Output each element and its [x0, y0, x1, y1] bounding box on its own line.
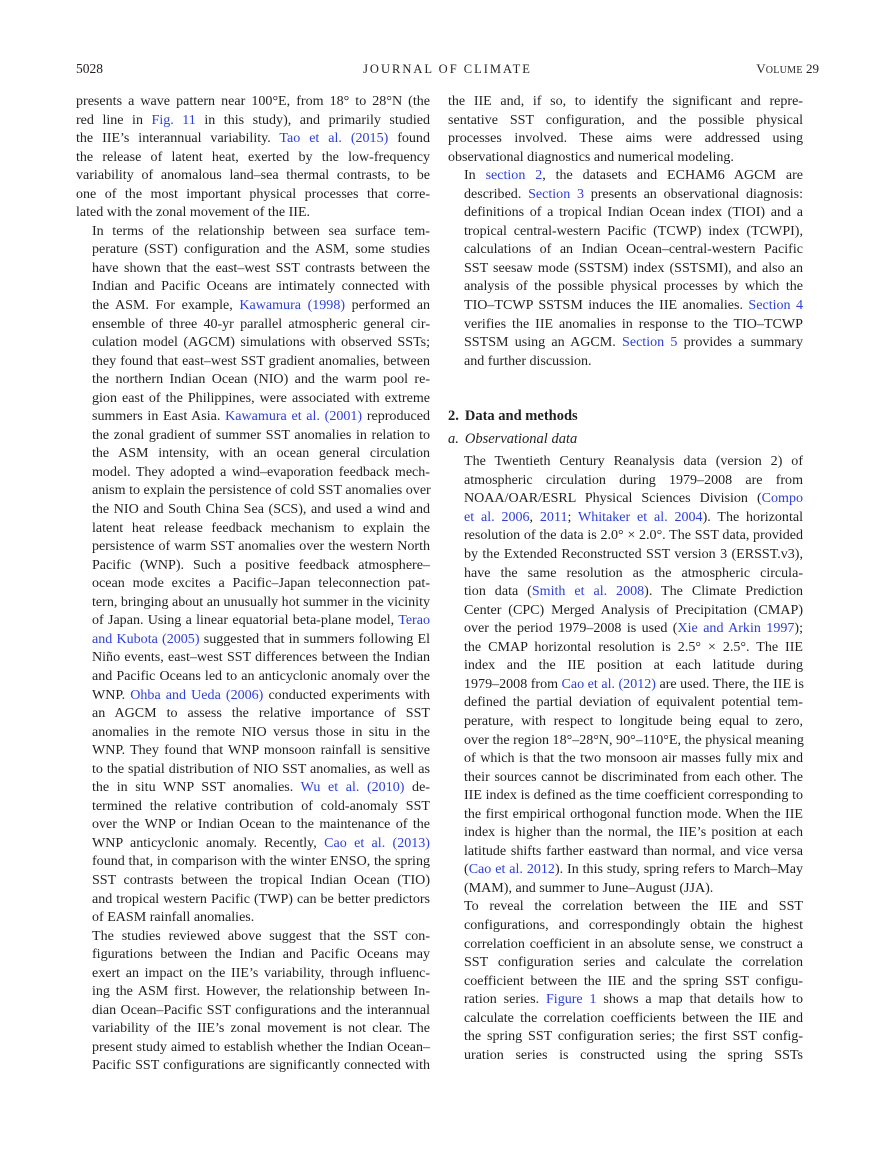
citation-link[interactable]: 2011 — [539, 508, 568, 525]
paragraph — [448, 452, 803, 897]
text-segment: , the datasets and ECHAM6 AGCM are — [542, 167, 804, 184]
text-segment: observational diagnostics and numerical modeling. — [448, 148, 734, 165]
text-segment: (MAM), and summer to June–August (JJA). — [464, 879, 714, 896]
text-line — [76, 556, 430, 575]
text-segment: SST contrasts between the tropical Indian Ocean (TIO) — [92, 871, 430, 888]
text-segment: latitude shifts farther eastward than normal, and vice versa — [464, 842, 803, 859]
text-line — [448, 601, 803, 620]
text-segment: an AGCM to assess the relative importance of SST — [92, 705, 430, 722]
text-segment: in this study), and primarily studied — [195, 111, 430, 128]
text-segment: anism to explain the persistence of cold SST anomalies over — [92, 482, 431, 499]
text-line — [76, 630, 430, 649]
citation-link[interactable]: Section 4 — [748, 297, 803, 314]
text-segment: the spring SST configuration series; the first SST config- — [464, 1028, 803, 1045]
text-segment: they found that east–west SST gradient anomalies, between — [92, 352, 430, 369]
text-segment: one of the most important physical processes that corre- — [76, 185, 430, 202]
text-line — [76, 778, 430, 797]
text-segment: are used. There, the IIE is — [655, 675, 804, 692]
citation-link[interactable]: Ohba and Ueda (2006) — [130, 686, 264, 703]
text-segment: ). In this study, spring refers to March–May — [554, 861, 803, 878]
citation-link[interactable]: Cao et al. (2013) — [324, 834, 430, 851]
text-line — [448, 935, 803, 954]
text-segment: the in situ WNP SST anomalies. — [92, 779, 301, 796]
citation-link[interactable]: Cao et al. (2012) — [561, 675, 656, 692]
text-segment: WNP. They found that WNP monsoon rainfall is sensitive — [92, 742, 430, 759]
text-segment: In — [464, 167, 486, 184]
text-segment: SST seesaw mode (SSTSM) index (SSTSMI), and also an — [464, 259, 803, 276]
text-line — [448, 916, 803, 935]
text-line — [448, 508, 803, 527]
text-segment: over the WNP or Indian Ocean to the maintenance of the — [92, 816, 430, 833]
text-line — [448, 953, 803, 972]
left-column — [76, 92, 430, 1075]
text-segment: provides a summary — [677, 334, 803, 351]
section-number: 2. — [448, 408, 459, 425]
text-segment: processes involved. These aims were addressed using — [448, 130, 803, 147]
text-segment: IIE index is defined as the time coefficient corresponding to — [464, 787, 803, 804]
text-line — [76, 389, 430, 408]
text-line — [76, 927, 430, 946]
text-line — [448, 1009, 803, 1028]
text-line — [76, 166, 430, 185]
text-segment: summers in East Asia. — [92, 408, 226, 425]
text-line — [76, 315, 430, 334]
text-line — [76, 222, 430, 241]
text-segment: the CMAP horizontal resolution is 2.5° × 2.5°. The IIE — [464, 638, 803, 655]
text-line — [448, 92, 803, 111]
text-line — [448, 564, 803, 583]
text-segment: NOAA/OAR/ESRL Physical Sciences Division ( — [464, 490, 762, 507]
citation-link[interactable]: and Kubota (2005) — [92, 630, 200, 647]
text-line — [448, 712, 803, 731]
text-line — [448, 768, 803, 787]
text-segment: Niño events, east–west SST differences between the Indian — [92, 649, 430, 666]
text-segment: conducted experiments with — [263, 686, 430, 703]
volume-number: 29 — [806, 61, 819, 76]
text-segment: found that, in comparison with the winter ENSO, the spring — [92, 853, 430, 870]
text-line — [448, 656, 803, 675]
text-segment: perature (SST) configuration and the ASM, some studies — [92, 241, 430, 258]
text-segment: to the spatial distribution of NIO SST anomalies, as well as — [92, 760, 430, 777]
right-column — [448, 92, 803, 1064]
text-line — [448, 693, 803, 712]
text-segment: Pacific SST configurations are significantly connected with — [92, 1057, 430, 1074]
text-segment: their sources cannot be discriminated from each other. The — [464, 768, 803, 785]
text-segment: resolution of the data is 2.0° × 2.0°. The SST data, provided — [464, 527, 803, 544]
subsection-number: a. — [448, 430, 459, 447]
text-line — [76, 426, 430, 445]
text-segment: and Pacific Oceans led to an anticyclonic anomaly over the — [92, 667, 430, 684]
text-segment: analysis of the possible physical processes by which the — [464, 278, 803, 295]
text-segment: tropical central-western Pacific (TCWP) index (TCWPI), — [464, 222, 803, 239]
volume-label-smallcaps: OLUME — [765, 65, 803, 76]
text-segment: definitions of a tropical Indian Ocean index (TIOI) and a — [464, 204, 803, 221]
text-segment: the northern Indian Ocean (NIO) and the warm pool re- — [92, 371, 430, 388]
text-line — [448, 452, 803, 471]
text-segment: variability of the IIE’s zonal movement is not clear. The — [92, 1020, 430, 1037]
text-line — [448, 972, 803, 991]
text-line — [76, 704, 430, 723]
paragraph — [448, 897, 803, 1064]
text-line — [76, 852, 430, 871]
text-line — [448, 675, 803, 694]
text-line — [76, 890, 430, 909]
running-header — [76, 61, 819, 81]
text-line — [448, 1027, 803, 1046]
text-line — [76, 277, 430, 296]
text-line — [448, 860, 803, 879]
text-segment: found — [388, 130, 430, 147]
citation-link[interactable]: Whitaker et al. 2004 — [577, 508, 703, 525]
citation-link[interactable]: Smith et al. 2008 — [531, 583, 645, 600]
text-line — [76, 945, 430, 964]
volume-label-initial: V — [756, 61, 766, 76]
text-segment: the zonal gradient of summer SST anomalies in relation to — [92, 426, 430, 443]
text-segment: defined the partial deviation of equivalent potential tem- — [464, 694, 803, 711]
paragraph — [76, 927, 430, 1075]
paragraph — [76, 92, 430, 222]
text-segment: termined the relative contribution of cold-anomaly SST — [92, 797, 430, 814]
text-line — [448, 129, 803, 148]
text-line — [76, 760, 430, 779]
text-line — [448, 259, 803, 278]
paragraph — [448, 166, 803, 370]
text-line — [448, 842, 803, 861]
text-segment: verifies the IIE anomalies in response to the TIO–TCWP — [464, 315, 803, 332]
text-line — [448, 545, 803, 564]
text-line — [76, 185, 430, 204]
text-line — [448, 111, 803, 130]
text-segment: over the period 1979–2008 is used ( — [464, 620, 678, 637]
text-segment: ration series. — [464, 991, 546, 1008]
text-line — [448, 471, 803, 490]
text-line — [76, 370, 430, 389]
text-line — [448, 148, 803, 167]
text-segment: SSTSM using an AGCM. — [464, 334, 623, 351]
text-line — [76, 871, 430, 890]
text-line — [76, 611, 430, 630]
text-line — [448, 185, 803, 204]
text-line — [76, 964, 430, 983]
text-segment: Indian and Pacific Oceans are intimately connected with — [92, 278, 430, 295]
text-segment: the IIE and, if so, to identify the significant and repre- — [448, 93, 803, 109]
section-title: Data and methods — [464, 408, 578, 425]
text-line — [76, 834, 430, 853]
text-segment: SST configuration series and calculate the correlation — [464, 954, 803, 971]
text-segment: presents a wave pattern near 100°E, from 18° to 28°N (the — [76, 93, 430, 109]
text-segment: by the Extended Reconstructed SST version 3 (ERSST.v3), — [464, 546, 803, 563]
text-segment: gion east of the Philippines, were associated with extreme — [92, 389, 430, 406]
text-segment: coefficient between the IIE and the spring SST configu- — [464, 972, 803, 989]
text-segment: figurations between the Indian and Pacific Oceans may — [92, 946, 430, 963]
text-segment: calculate the correlation coefficients between the IIE and — [464, 1009, 803, 1026]
text-line — [76, 129, 430, 148]
text-segment: calculations of an Indian Ocean–central-western Pacific — [464, 241, 803, 258]
text-line — [76, 352, 430, 371]
text-segment: red line in — [76, 111, 152, 128]
text-line — [76, 686, 430, 705]
text-line — [448, 619, 803, 638]
text-segment: latent heat release feedback mechanism to explain the — [92, 519, 430, 536]
citation-link[interactable]: Terao — [398, 612, 430, 629]
text-segment: persistence of warm SST anomalies over the western North — [92, 538, 430, 555]
text-line — [76, 444, 430, 463]
text-line — [76, 407, 430, 426]
text-line — [76, 92, 430, 111]
page-number: 5028 — [76, 61, 103, 76]
citation-link[interactable]: Xie and Arkin 1997 — [677, 620, 795, 637]
text-segment: index is higher than the normal, the IIE’s position at each — [464, 824, 803, 841]
text-segment: 1979–2008 from — [464, 675, 562, 692]
citation-link[interactable]: et al. 2006 — [464, 508, 530, 525]
text-segment: ( — [464, 861, 469, 878]
text-line — [448, 277, 803, 296]
text-segment: Center (CPC) Merged Analysis of Precipitation (CMAP) — [464, 601, 803, 618]
text-line — [76, 111, 430, 130]
text-segment: perature, with respect to longitude being equal to zero, — [464, 712, 803, 729]
text-segment: over the region 18°–28°N, 90°–110°E, the physical meaning — [464, 731, 804, 748]
section-heading — [448, 407, 803, 426]
text-segment: To reveal the correlation between the IIE and SST — [464, 898, 803, 915]
text-segment: the IIE’s interannual variability. — [76, 130, 280, 147]
volume-label — [756, 61, 819, 77]
text-line — [448, 203, 803, 222]
text-segment: of Japan. Using a linear equatorial beta-plane model, — [92, 612, 399, 629]
text-line — [76, 1056, 430, 1075]
text-line — [76, 797, 430, 816]
text-segment: WNP. — [92, 686, 131, 703]
citation-link[interactable]: Kawamura et al. (2001) — [225, 408, 363, 425]
text-segment: ocean mode excites a Pacific–Japan teleconnection pat- — [92, 575, 430, 592]
text-segment: have the same resolution as the atmospheric circula- — [464, 564, 803, 581]
text-line — [76, 240, 430, 259]
text-line — [76, 148, 430, 167]
text-segment: ); — [794, 620, 803, 637]
text-segment: culation model (AGCM) simulations with observed SSTs; — [92, 334, 430, 351]
text-segment: tion data ( — [464, 583, 532, 600]
text-segment: dian Ocean–Pacific SST configurations and the interannual — [92, 1001, 430, 1018]
text-segment: ). The Climate Prediction — [644, 583, 804, 600]
text-line — [76, 574, 430, 593]
text-line — [76, 1019, 430, 1038]
text-line — [448, 166, 803, 185]
citation-link[interactable]: Section 3 — [528, 185, 585, 202]
text-segment: present study aimed to establish whether the Indian Ocean– — [92, 1038, 430, 1055]
text-segment: exert an impact on the IIE’s variability, through influenc- — [92, 964, 430, 981]
text-segment: de- — [404, 779, 430, 796]
text-line — [448, 823, 803, 842]
citation-link[interactable]: Tao et al. (2015) — [279, 130, 389, 147]
text-line — [448, 879, 803, 898]
subsection-title: Observational data — [464, 430, 578, 447]
text-line — [76, 982, 430, 1001]
text-segment: described. — [464, 185, 529, 202]
text-line — [76, 500, 430, 519]
text-line — [76, 741, 430, 760]
text-line — [448, 786, 803, 805]
text-segment: WNP anticyclonic anomaly. Recently, — [92, 834, 325, 851]
citation-link[interactable]: Wu et al. (2010) — [300, 779, 405, 796]
text-segment: ing the ASM first. However, the relationship between In- — [92, 983, 430, 1000]
text-segment: of which is that the two monsoon air masses fully mix and — [464, 750, 803, 767]
citation-link[interactable]: Kawamura (1998) — [239, 297, 346, 314]
text-segment: ensemble of three 40-yr parallel atmospheric general cir- — [92, 315, 430, 332]
text-segment: have shown that the east–west SST contrasts between the — [92, 259, 430, 276]
text-segment: performed an — [345, 297, 430, 314]
citation-link[interactable]: Figure 1 — [545, 991, 597, 1008]
text-segment: of EASM rainfall anomalies. — [92, 909, 255, 926]
text-segment: the first empirical orthogonal function mode. When the IIE — [464, 805, 803, 822]
text-segment: the ASM. For example, — [92, 297, 240, 314]
text-line — [76, 1038, 430, 1057]
text-line — [76, 815, 430, 834]
text-line — [76, 648, 430, 667]
text-line — [76, 519, 430, 538]
text-line — [448, 1046, 803, 1065]
text-segment: ). The horizontal — [702, 508, 803, 525]
text-segment: suggested that in summers following El — [199, 630, 430, 647]
text-segment: configurations, and correspondingly obtain the highest — [464, 916, 803, 933]
text-line — [448, 222, 803, 241]
text-line — [448, 526, 803, 545]
paragraph — [76, 222, 430, 927]
text-line — [448, 731, 803, 750]
text-line — [76, 481, 430, 500]
text-segment: shows a map that details how to — [596, 991, 803, 1008]
text-segment: variability of anomalous land–sea thermal contrasts, to be — [76, 167, 430, 184]
text-line — [448, 489, 803, 508]
text-segment: The studies reviewed above suggest that the SST con- — [92, 927, 430, 944]
text-segment: reproduced — [362, 408, 430, 425]
text-segment: anomalies in the remote NIO versus those in situ in the — [92, 723, 430, 740]
text-line — [448, 990, 803, 1009]
text-line — [76, 667, 430, 686]
text-segment: the NIO and South China Sea (SCS), and used a wind and — [92, 501, 430, 518]
text-segment: tern, bringing about an unusually hot summer in the vicinity — [92, 593, 430, 610]
citation-link[interactable]: Fig. 11 — [151, 111, 196, 128]
text-line — [76, 723, 430, 742]
text-line — [76, 296, 430, 315]
citation-link[interactable]: Cao et al. 2012 — [468, 861, 555, 878]
text-line — [76, 593, 430, 612]
citation-link[interactable]: Compo — [761, 490, 803, 507]
text-line — [448, 897, 803, 916]
text-segment: TIO–TCWP SSTSM induces the IIE anomalies. — [464, 297, 749, 314]
text-line — [448, 805, 803, 824]
text-segment: correlation coefficient in an absolute sense, we construct a — [464, 935, 803, 952]
text-segment: The Twentieth Century Reanalysis data (version 2) of — [464, 453, 803, 470]
text-line — [76, 908, 430, 927]
text-segment: atmospheric circulation during 1979–2008 are from — [464, 471, 803, 488]
paragraph — [448, 92, 803, 166]
text-segment: sentative SST configuration, and the possible physical — [448, 111, 803, 128]
text-line — [448, 582, 803, 601]
text-line — [448, 333, 803, 352]
text-line — [448, 749, 803, 768]
text-segment: presents an observational diagnosis: — [584, 185, 803, 202]
text-line — [448, 315, 803, 334]
text-line — [76, 537, 430, 556]
text-segment: ; — [567, 508, 578, 525]
text-line — [76, 333, 430, 352]
text-segment: the release of latent heat, exerted by the low-frequency — [76, 148, 430, 165]
text-segment: uration series is constructed using the spring SSTs — [464, 1046, 803, 1063]
text-line — [76, 259, 430, 278]
text-line — [448, 638, 803, 657]
text-line — [76, 203, 430, 222]
text-segment: the ASM intensity, with an ocean general circulation — [92, 445, 430, 462]
text-line — [448, 296, 803, 315]
text-segment: index and the IIE position at each latitude during — [464, 657, 803, 674]
text-segment: Pacific (WNP). Such a positive feedback atmosphere– — [92, 556, 430, 573]
text-segment: , — [529, 508, 540, 525]
text-line — [76, 1001, 430, 1020]
text-segment: lated with the zonal movement of the IIE. — [76, 204, 311, 221]
text-line — [448, 240, 803, 259]
text-line — [76, 463, 430, 482]
text-line — [448, 352, 803, 371]
text-segment: In terms of the relationship between sea surface tem- — [92, 222, 430, 239]
text-segment: model. They adopted a wind–evaporation feedback mech- — [92, 463, 430, 480]
text-segment: and tropical western Pacific (TWP) can be better predictors — [92, 890, 430, 907]
journal-title: JOURNAL OF CLIMATE — [363, 62, 532, 76]
citation-link[interactable]: Section 5 — [622, 334, 678, 351]
citation-link[interactable]: section 2 — [485, 167, 543, 184]
text-segment: and further discussion. — [464, 352, 592, 369]
subsection-heading — [448, 430, 803, 449]
